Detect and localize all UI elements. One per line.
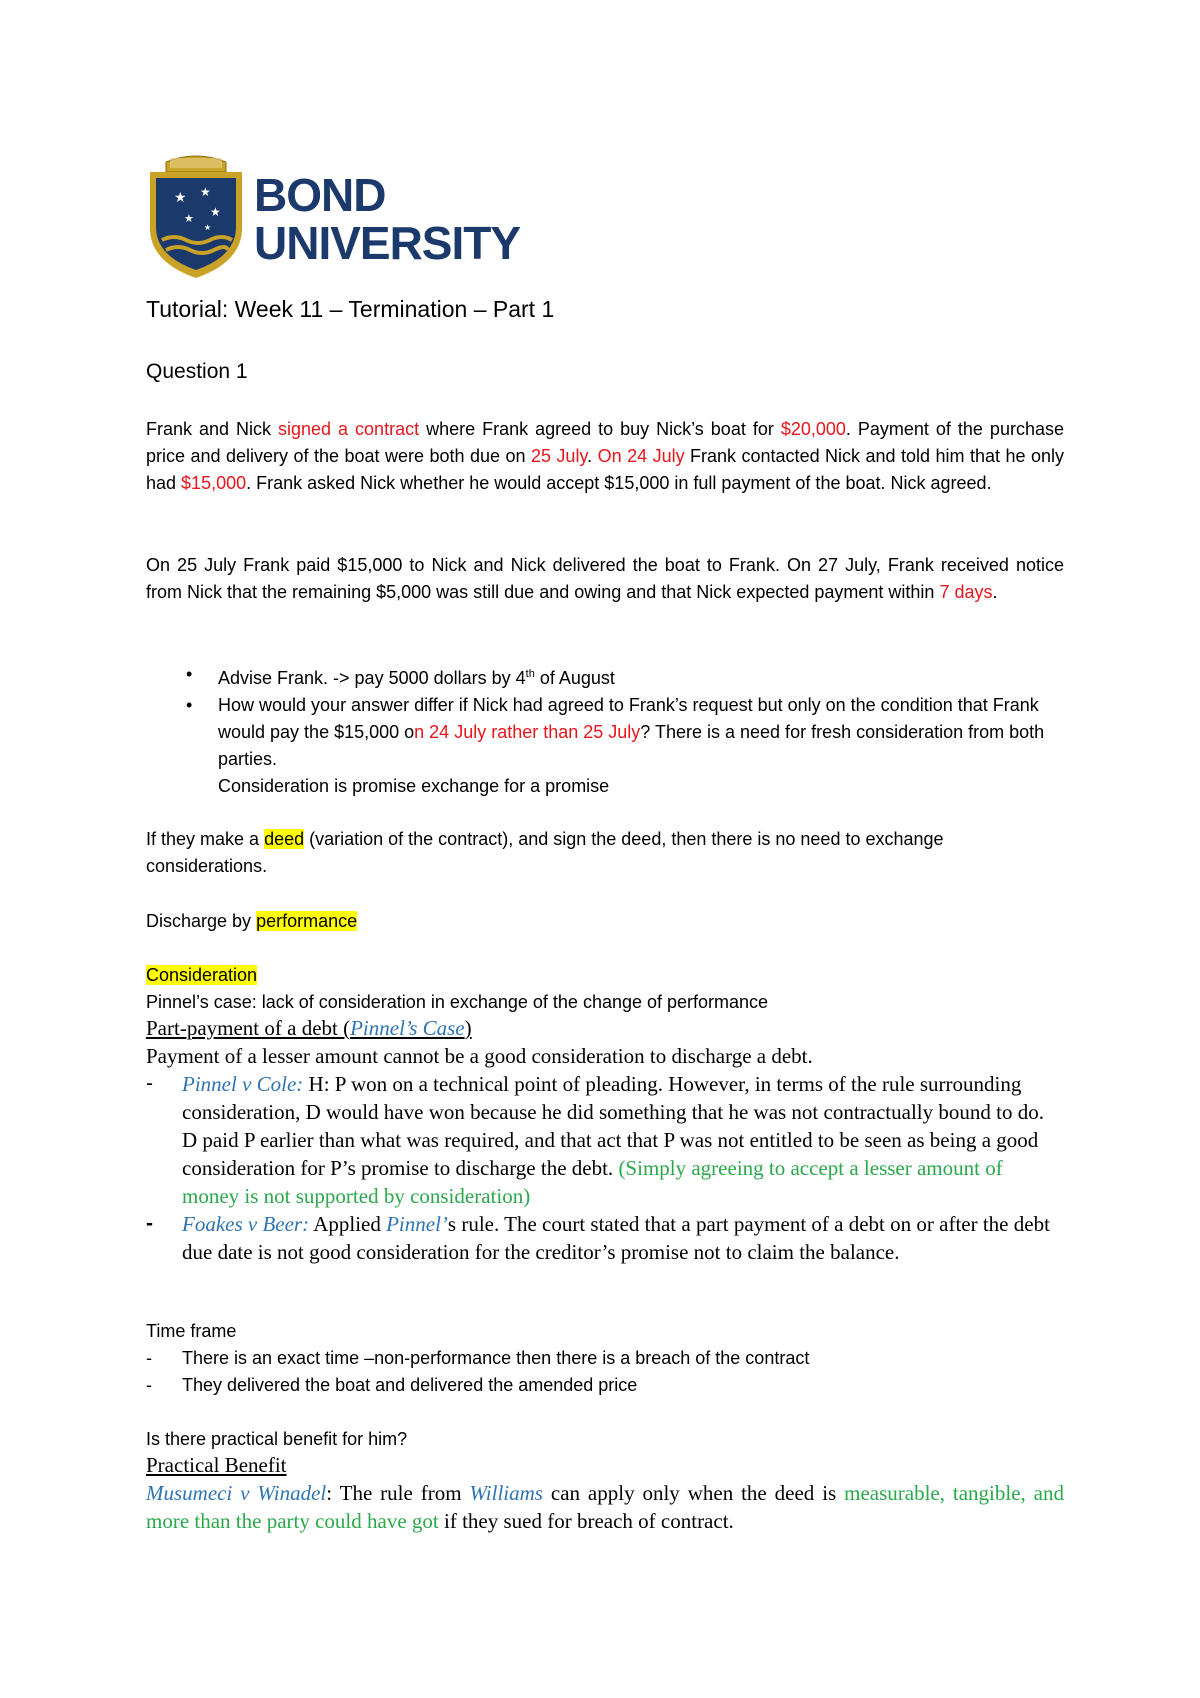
list-item: - They delivered the boat and delivered the amended price xyxy=(146,1375,638,1395)
svg-text:★: ★ xyxy=(174,190,187,206)
consideration-heading: Consideration xyxy=(146,965,258,985)
question-heading: Question 1 xyxy=(146,360,248,383)
list-item: • How would your answer differ if Nick had agreed to Frank’s request but only on the condition that Frank would pay the $15,000 on 24 July rather than 25 July? There is a need for fresh consideration from both parties. Consideration is promise exchange for a promise xyxy=(146,692,1064,800)
case-list xyxy=(146,1070,1064,1266)
timeframe-list xyxy=(146,1345,1064,1399)
question-paragraph-1: Frank and Nick signed a contract where Frank agreed to buy Nick’s boat for $20,000. Payment of the purchase price and delivery of the boat were both due on 25 July. On 24 July Frank contacted Nick and told him that he only had $15,000. Frank asked Nick whether he would accept $15,000 in full payment of the boat. Nick agreed. xyxy=(146,419,1064,493)
page-title: Tutorial: Week 11 – Termination – Part 1 xyxy=(146,296,555,322)
list-item: - Pinnel v Cole: H: P won on a technical point of pleading. However, in terms of the rule surrounding consideration, D would have won because he did something that he was not contractually bound to do. D paid P earlier than what was required, and that act that P was not entitled to be seen as being a good consideration for P’s promise to discharge the debt. (Simply agreeing to accept a lesser amount of money is not supported by consideration) xyxy=(146,1072,1044,1208)
logo-text-line1: BOND xyxy=(254,169,386,221)
bond-university-logo xyxy=(146,150,526,280)
logo-text-line2: UNIVERSITY xyxy=(254,217,521,269)
svg-text:★: ★ xyxy=(184,212,194,225)
timeframe-heading: Time frame xyxy=(146,1321,237,1341)
part-payment-subheading: Part-payment of a debt (Pinnel’s Case) xyxy=(146,1016,472,1040)
pinnel-note: Pinnel’s case: lack of consideration in exchange of the change of performance xyxy=(146,992,769,1012)
discharge-line: Discharge by performance xyxy=(146,911,358,931)
list-item: - There is an exact time –non-performance then there is a breach of the contract xyxy=(146,1348,810,1368)
question-paragraph-2: On 25 July Frank paid $15,000 to Nick and Nick delivered the boat to Frank. On 27 July, Frank received notice from Nick that the remaining $5,000 was still due and owing and that Nick expected payment within 7 days. xyxy=(146,555,1064,602)
practical-paragraph: Musumeci v Winadel: The rule from Williams can apply only when the deed is measurable, tangible, and more than the party could have got if they sued for breach of contract. xyxy=(146,1481,1064,1533)
list-item: - Foakes v Beer: Applied Pinnel’s rule. The court stated that a part payment of a debt on or after the debt due date is not good consideration for the creditor’s promise not to claim the balance. xyxy=(146,1212,1050,1264)
bullet-icon: • xyxy=(186,664,193,684)
list-item: • Advise Frank. -> pay 5000 dollars by 4th of August xyxy=(146,661,1064,692)
bullet-icon: • xyxy=(186,695,193,715)
svg-text:★: ★ xyxy=(204,223,212,232)
practical-question: Is there practical benefit for him? xyxy=(146,1429,408,1449)
practical-heading: Practical Benefit xyxy=(146,1453,287,1477)
consideration-rule: Payment of a lesser amount cannot be a good consideration to discharge a debt. xyxy=(146,1044,813,1068)
svg-text:★: ★ xyxy=(200,185,211,199)
svg-text:★: ★ xyxy=(210,205,221,219)
question-bullets xyxy=(146,661,1064,800)
deed-paragraph: If they make a deed (variation of the contract), and sign the deed, then there is no need to exchange considerations. xyxy=(146,829,944,876)
